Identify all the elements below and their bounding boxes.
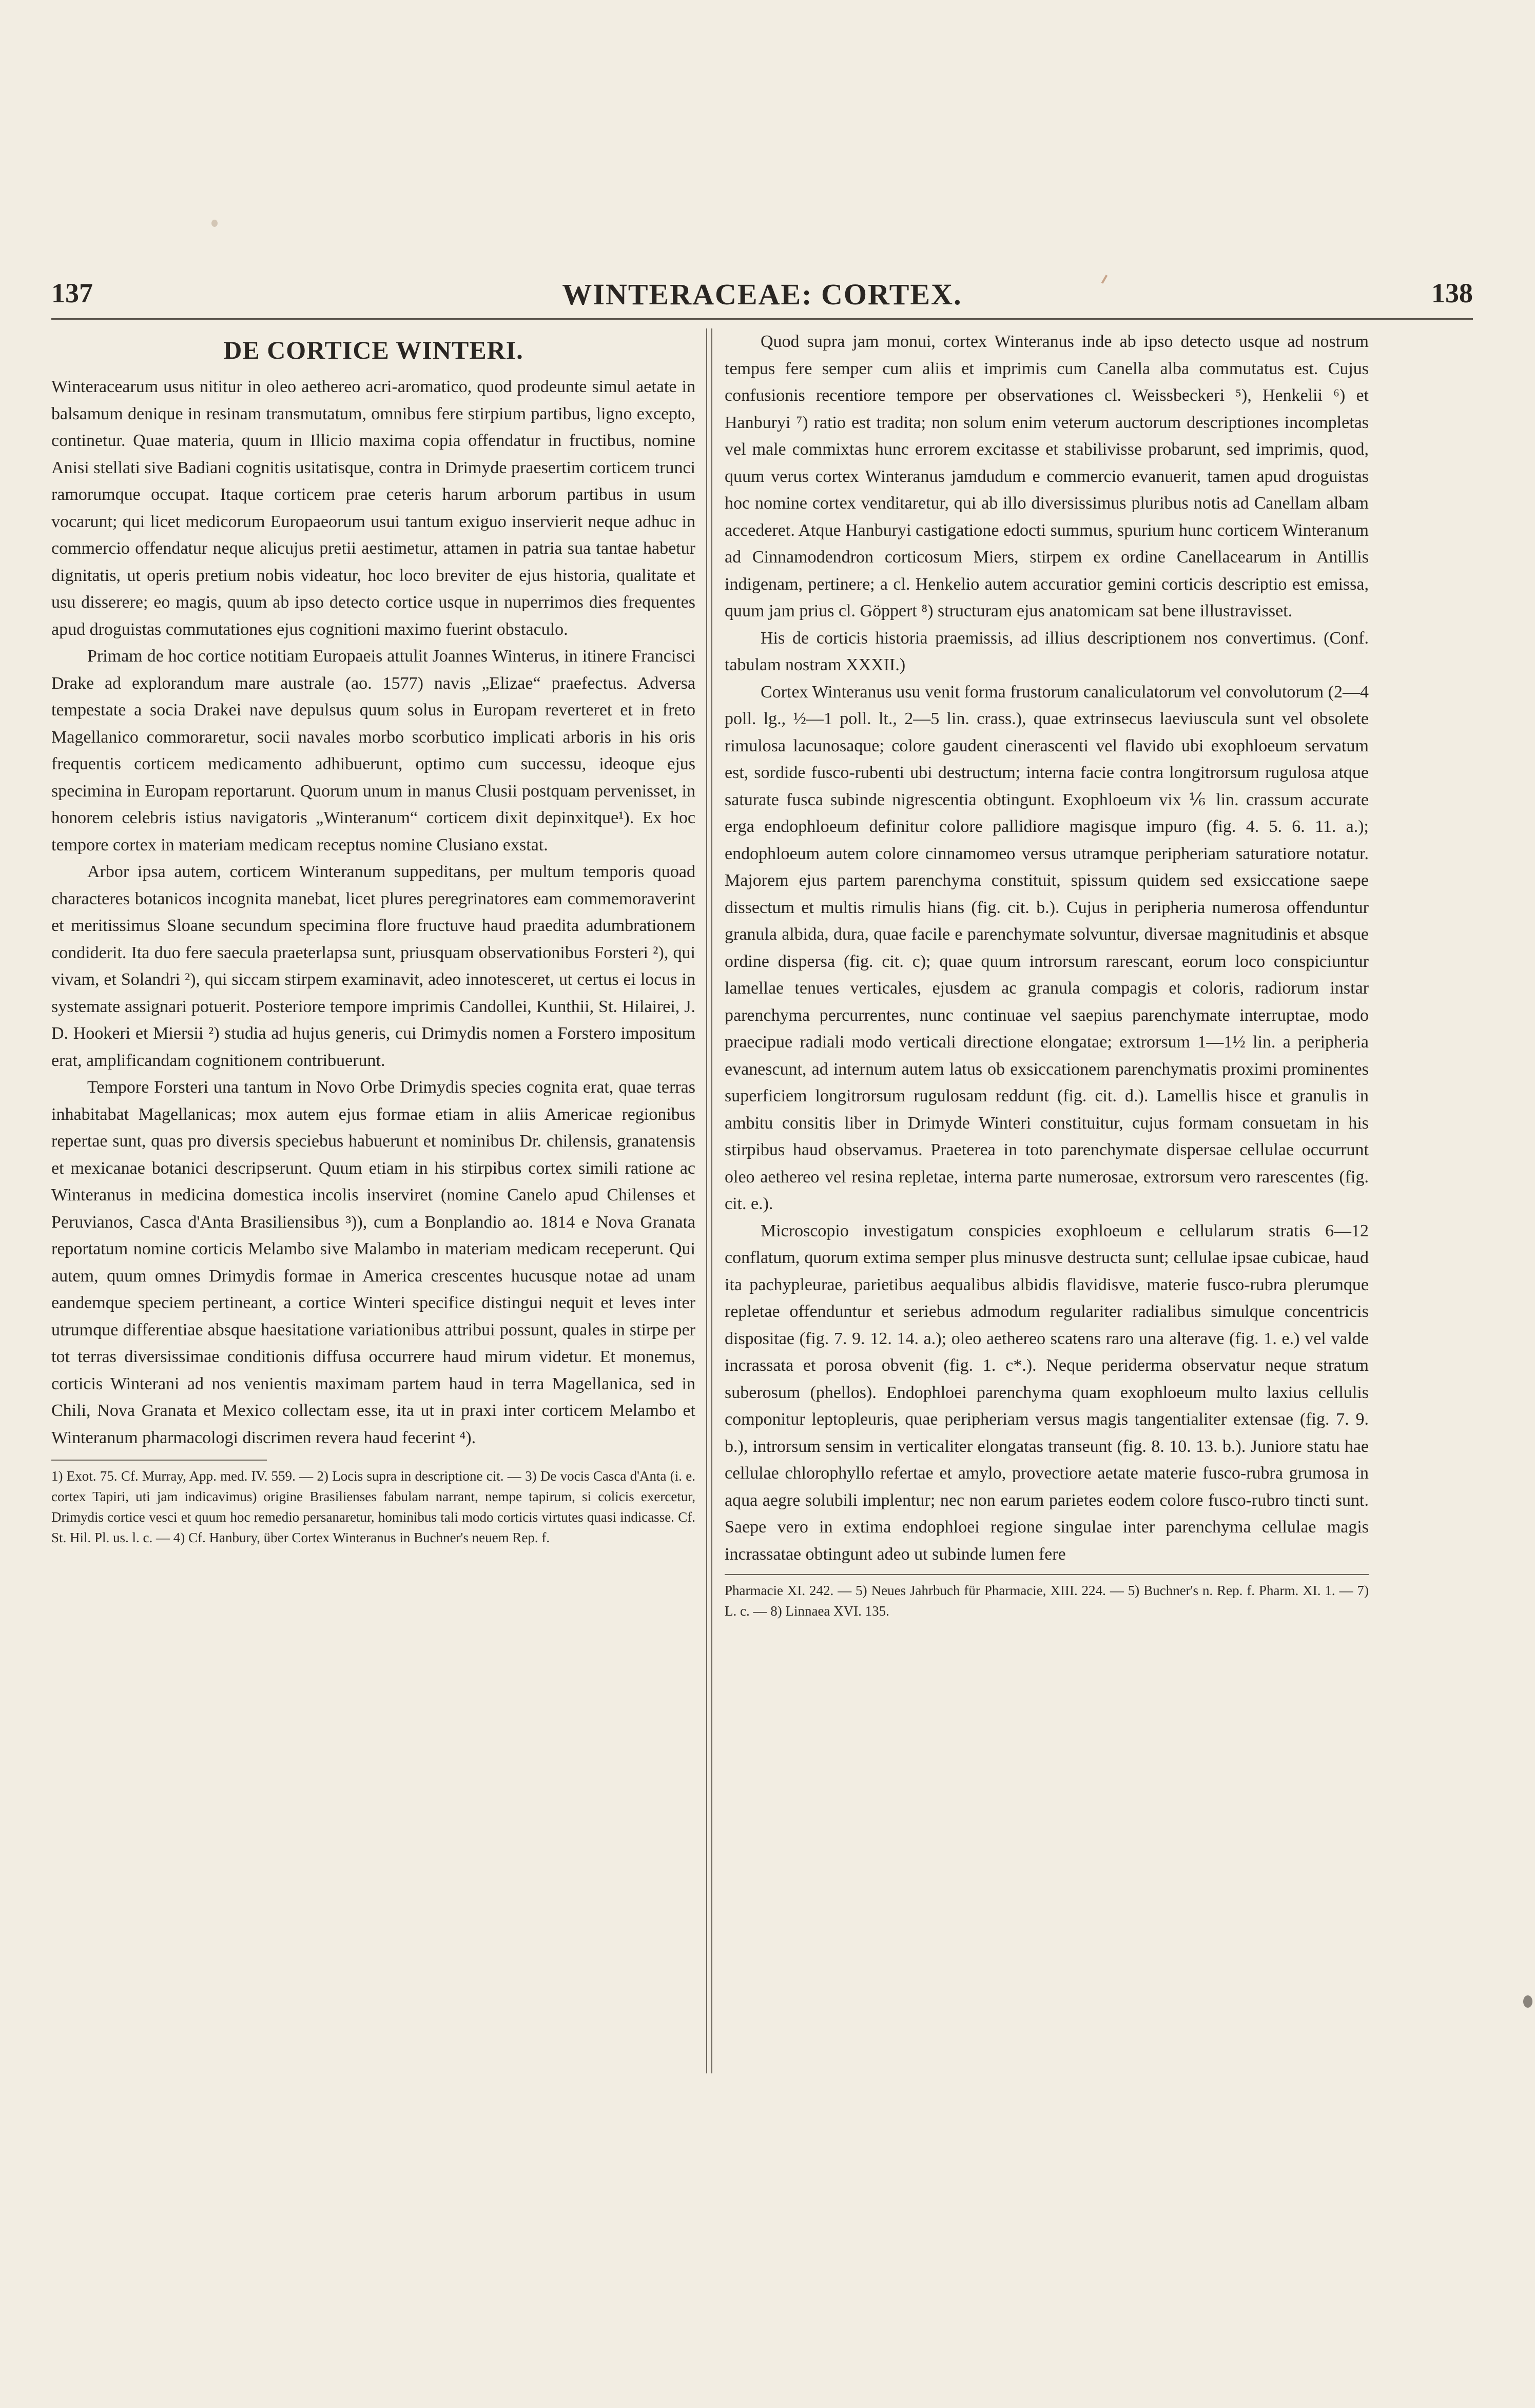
footnote-rule <box>51 1460 267 1461</box>
header-rule <box>51 318 1473 320</box>
footnote: Pharmacie XI. 242. — 5) Neues Jahrbuch für Pharmacie, XIII. 224. — 5) Buchner's n. Rep. f. Pharm. XI. 1. — 7) L. c. — 8) Linnaea XVI. 135. <box>725 1583 1369 1619</box>
page-number-right: 138 <box>1431 278 1473 308</box>
footnotes <box>725 1580 1369 1621</box>
paragraph: Arbor ipsa autem, corticem Winteranum suppeditans, per multum temporis quoad characteres botanicos incognita manebat, licet plures peregrinatores eam commemoraverint et meritissimus Sloane secundum specimina flore fructuve haud praedita adumbrationem condiderit. Ita duo fere saecula praeterlapsa sunt, priusquam observationibus Forsteri ²), qui vivam, et Solandri ²), qui siccam stirpem examinavit, adeo innotesceret, ut certus ei locus in systemate assignari potuerit. Posteriore tempore imprimis Candollei, Kunthii, St. Hilairei, J. D. Hookeri et Miersii ²) studia ad hujus generis, cui Drimydis nomen a Forstero impositum erat, amplificandam cognitionem contribuerunt. <box>51 862 695 1070</box>
left-column <box>51 328 695 1548</box>
footnote: 1) Exot. 75. Cf. Murray, App. med. IV. 559. — 2) Locis supra in descriptione cit. — 3) De vocis Casca d'Anta (i. e. cortex Tapiri, uti jam indicavimus) origine Brasilienses fabulam narrant, nempe tapirum, si colicis exercetur, Drimydis cortice vesci et quum hoc remedio persanaretur, hominibus tali modo corticis virtutes quasi indicasse. Cf. St. Hil. Pl. us. l. c. — 4) Cf. Hanbury, über Cortex Winteranus in Buchner's neuem Rep. f. <box>51 1468 695 1545</box>
paragraph: His de corticis historia praemissis, ad illius descriptionem nos convertimus. (Conf. tabulam nostram XXXII.) <box>725 628 1369 674</box>
page-number-left: 137 <box>51 278 93 308</box>
paragraph: Cortex Winteranus usu venit forma frustorum canaliculatorum vel convolutorum (2—4 poll. lg., ½—1 poll. lt., 2—5 lin. crass.), quae extrinsecus laeviuscula sunt vel obsolete rimulosa lacunosaque; colore gaudent cinerascenti vel flavido ubi exophloeum servatum est, sordide fusco-rubenti ubi destructum; interna facie contra longitrorsum rugulosa atque saturate fusca subinde nigrescentia obtingunt. Exophloeum vix ⅙ lin. crassum accurate erga endophloeum definitur colore pallidiore magisque impuro (fig. 4. 5. 6. 11. a.); endophloeum autem colore cinnamomeo versus utramque peripheriam saturatiore notatur. Majorem ejus partem parenchyma constituit, spissum quidem sed exsiccatione saepe dissectum et multis rimulis hians (fig. cit. b.). Cujus in peripheria numerosa offenduntur granula albida, dura, quae facile e parenchymate solvuntur, diversae magnitudinis et absque ordine dispersa (fig. cit. c); quae quum introrsum rarescant, eorum loco conspiciuntur lamellae tenues verticales, ejusdem ac granula compagis et coloris, radiorum instar parenchyma percurrentes, nunc continuae vel saepius parenchymate interruptae, modo praecipue radiali modo verticali directione elongatae; extrorsum 1—1½ lin. a peripheria evanescunt, ad internum autem latus ob exsiccationem parenchymatis proximi prominentes superficiem longitrorsum rugulosam reddunt (fig. cit. d.). Lamellis hisce et granulis in ambitu consitis liber in Drimyde Winteri constituitur, cujus formam consuetam in his stirpibus haud observamus. Praeterea in toto parenchymate dispersae cellulae occurrunt oleo aethereo vel resina repletae, interna parte numerosae, extrorsum vero rarescentes (fig. cit. e.). <box>725 682 1369 1213</box>
running-title: WINTERACEAE: CORTEX. <box>562 278 962 311</box>
paragraph: Microscopio investigatum conspicies exophloeum e cellularum stratis 6—12 conflatum, quorum extima semper plus minusve destructa sunt; cellulae ipsae cubicae, haud ita pachypleurae, parietibus aequalibus albidis flavidisve, materie fusco-rubra plerumque repletae offenduntur et seriebus admodum regulariter radialibus simulque concentricis dispositae (fig. 7. 9. 12. 14. a.); oleo aethereo scatens raro una alterave (fig. 1. e.) vel valde incrassata et porosa obvenit (fig. 1. c*.). Neque periderma observatur neque stratum suberosum (phellos). Endophloei parenchyma quam exophloeum multo laxius cellulis componitur leptopleuris, quae peripheriam versus magis tangentialiter extensae (fig. 7. 9. b.), introrsum sensim in verticaliter elongatas transeunt (fig. 8. 10. 13. b.). Juniore statu hae cellulae chlorophyllo refertae et amylo, provectiore aetate materie fusco-rubra grumosa in aqua aegre solubili implentur; nec non earum parietes eodem colore fusco-rubro tincti sunt. Saepe vero in extima endophloei regione singulae inter parenchyma cellulae magis incrassatae obtingunt adeo ut subinde lumen fere <box>725 1221 1369 1564</box>
footnote-rule <box>725 1574 1369 1575</box>
paragraph: Winteracearum usus nititur in oleo aethereo acri-aromatico, quod prodeunte simul aetate in balsamum denique in resinam transmutatum, omnibus fere stirpium partibus, ligno excepto, continetur. Quae materia, quum in Illicio maxima copia offendatur in fructibus, nomine Anisi stellati sive Badiani cognitis usitatisque, contra in Drimyde praesertim corticem trunci ramorumque occupat. Itaque corticem prae ceteris harum arborum partibus in usum vocarunt; qui licet medicorum Europaeorum usui tantum exiguo inservierit neque adhuc in commercio offendatur neque alicujus pretii aestimetur, attamen in patria sua tantae habetur dignitatis, ut operis pretium nobis videatur, hoc loco breviter de ejus historia, qualitate et usu disserere; eo magis, quum ab ipso detecto cortice usque in nuperrimos dies frequentes apud droguistas commutationes ejus cognitioni maximo fuerint obstaculo. <box>51 377 695 639</box>
column-divider <box>706 328 712 2073</box>
paragraph: Quod supra jam monui, cortex Winteranus inde ab ipso detecto usque ad nostrum tempus fere semper cum aliis et imprimis cum Canella alba commutatus est. Cujus confusionis recentiore tempore per observationes cl. Weissbeckeri ⁵), Henkelii ⁶) et Hanburyi ⁷) ratio est tradita; non solum enim veterum auctorum descriptiones incompletas vel male commixtas hunc errorem excitasse et stabilivisse probarunt, sed imprimis, quod, quum verus cortex Winteranus jamdudum e commercio evanuerit, tamen apud droguistas hoc nomine cortex venditaretur, qui ab illo diversissimus pluribus notis ad Canellam albam accederet. Atque Hanburyi castigatione edocti summus, spurium hunc corticem Winteranum ad Cinnamodendron corticosum Miers, stirpem ex ordine Canellacearum in Antillis indigenam, pertinere; a cl. Henkelio autem accuratior gemini corticis descriptio est emissa, quum jam prius cl. Göppert ⁸) structuram ejus anatomicam sat bene illustravisset. <box>725 332 1369 620</box>
paper-speck <box>1523 1995 1532 2008</box>
page-header <box>51 277 1473 313</box>
paragraph: Tempore Forsteri una tantum in Novo Orbe Drimydis species cognita erat, quae terras inhabitabat Magellanicas; mox autem ejus formae etiam in aliis Americae regionibus repertae sunt, quas pro diversis speciebus habuerunt et nominibus Dr. chilensis, granatensis et mexicanae botanici descripserunt. Quum etiam in his stirpibus cortex simili ratione ac Winteranus in medicina domestica incolis inserviret (nomine Canelo apud Chilenses et Peruvianos, Casca d'Anta Brasiliensibus ³)), cum a Bonplandio ao. 1814 e Nova Granata reportatum nomine corticis Melambo sive Malambo in materiam medicam receperunt. Qui autem, quum omnes Drimydis formae in America crescentes hucusque notae ad unam eandemque speciem pertineant, a cortice Winteri specifice distingui nequit et leves inter utrumque differentiae absque haesitatione variationibus attribui possunt, quales in stirpe per tot terras diversissimae conditionis diffusa occurrere haud mirum videtur. Et monemus, corticis Winterani ad nos venientis maximam partem haud in terra Magellanica, sed in Chili, Nova Granata et Mexico collectam esse, ita ut in praxi inter corticem Melambo et Winteranum pharmacologi discrimen revera haud fecerint ⁴). <box>51 1078 695 1447</box>
right-column <box>725 328 1369 1621</box>
paper-speck <box>211 220 218 227</box>
paragraph: Primam de hoc cortice notitiam Europaeis attulit Joannes Winterus, in itinere Francisci Drake ad explorandum mare australe (ao. 1577) navis „Elizae“ praefectus. Adversa tempestate a socia Drakei nave depulsus quum solus in Europam reverteret et in freto Magellanico commoraretur, socii navales morbo scorbutico implicati arboris in his oris frequentis corticem medicamento adhibuerunt, optimo cum successu, ideoque ejus specimina in Europam reportarunt. Quorum unum in manus Clusii postquam pervenisset, in honorem celebris istius navigatoris „Winteranum“ corticem dixit depinxitque¹). Ex hoc tempore cortex in materiam medicam receptus nomine Clusiano exstat. <box>51 647 695 855</box>
section-heading: DE CORTICE WINTERI. <box>223 336 523 364</box>
footnotes <box>51 1466 695 1548</box>
